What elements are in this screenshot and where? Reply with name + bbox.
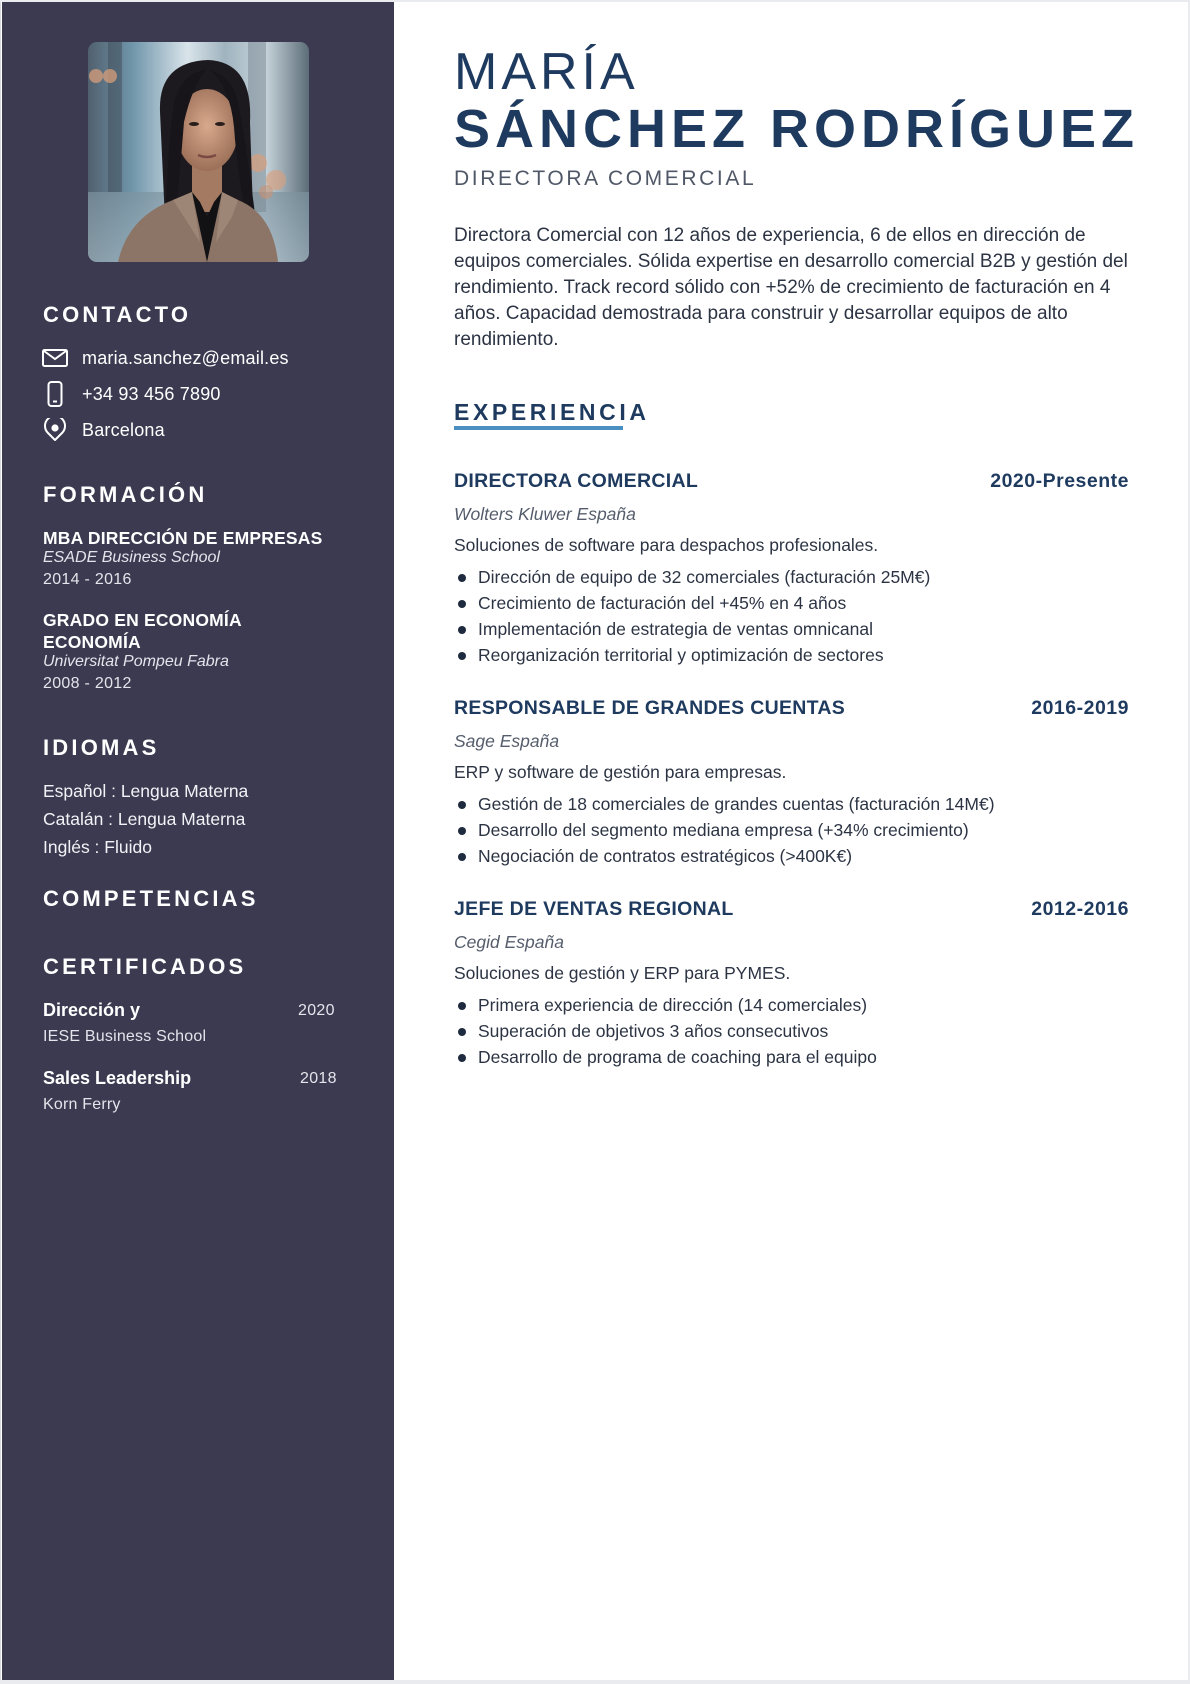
job-dates: 2012-2016 — [1031, 898, 1129, 920]
experience-item — [454, 898, 1129, 1070]
job-title: DIRECTORA COMERCIAL — [454, 470, 699, 492]
profile-photo — [88, 42, 309, 262]
job-dates: 2016-2019 — [1031, 697, 1129, 719]
resume-page — [0, 2, 1188, 1680]
achievement-text: Desarrollo del segmento mediana empresa (+34% crecimiento) — [478, 820, 969, 840]
bullet-icon — [458, 652, 466, 660]
job-achievements — [454, 564, 1129, 668]
contact-email[interactable] — [42, 345, 289, 371]
bullet-icon — [458, 801, 466, 809]
education-title: MBA DIRECCIÓN DE EMPRESAS — [43, 528, 323, 548]
education-title: GRADO EN ECONOMÍA — [43, 610, 242, 630]
job-company: Wolters Kluwer España — [454, 504, 636, 524]
achievement-item — [454, 1044, 1129, 1070]
achievement-text: Primera experiencia de dirección (14 comerciales) — [478, 995, 868, 1015]
achievement-item — [454, 564, 1129, 590]
phone-text[interactable]: +34 93 456 7890 — [82, 383, 221, 404]
language-item: Inglés : Fluido — [43, 837, 152, 857]
bullet-icon — [458, 827, 466, 835]
language-item: Español : Lengua Materna — [43, 781, 249, 801]
certificate-org: Korn Ferry — [43, 1096, 121, 1113]
achievement-text: Gestión de 18 comerciales de grandes cuentas (facturación 14M€) — [478, 794, 995, 814]
contact-phone[interactable] — [42, 381, 221, 407]
bullet-icon — [458, 853, 466, 861]
last-name: SÁNCHEZ RODRÍGUEZ — [454, 99, 1140, 159]
achievement-item — [454, 590, 1129, 616]
achievement-item — [454, 843, 1129, 869]
job-description: ERP y software de gestión para empresas. — [454, 762, 787, 782]
bullet-icon — [458, 1054, 466, 1062]
certificate-year: 2018 — [300, 1070, 337, 1087]
first-name: MARÍA — [454, 43, 639, 101]
achievement-text: Negociación de contratos estratégicos (>400K€) — [478, 846, 853, 866]
job-description: Soluciones de gestión y ERP para PYMES. — [454, 963, 791, 983]
phone-icon — [42, 381, 68, 407]
achievement-text: Implementación de estrategia de ventas omnicanal — [478, 619, 873, 639]
achievement-text: Dirección de equipo de 32 comerciales (facturación 25M€) — [478, 567, 931, 587]
achievement-text: Desarrollo de programa de coaching para el equipo — [478, 1047, 877, 1067]
certificate-name: Sales Leadership — [43, 1068, 192, 1088]
contact-location — [42, 417, 165, 443]
certificate-org: IESE Business School — [43, 1028, 207, 1045]
bullet-icon — [458, 1002, 466, 1010]
job-role-title: DIRECTORA COMERCIAL — [454, 167, 757, 190]
email-text[interactable]: maria.sanchez@email.es — [82, 347, 289, 368]
contact-heading: CONTACTO — [43, 302, 192, 327]
bullet-icon — [458, 574, 466, 582]
experience-heading: EXPERIENCIA — [454, 399, 650, 425]
profile-summary: Directora Comercial con 12 años de experiencia, 6 de ellos en dirección de equipos comerciales. Sólida expertise en desarrollo comercial B2B y gestión del rendimiento. Track record sólido con +52% de crecimiento de facturación en 4 años. Capacidad demostrada para construir y desarrollar equipos de alto rendimiento. — [454, 225, 1128, 350]
job-achievements — [454, 992, 1129, 1070]
section-underline — [454, 426, 623, 430]
location-text: Barcelona — [82, 419, 165, 440]
achievement-text: Crecimiento de facturación del +45% en 4 años — [478, 593, 847, 613]
job-company: Cegid España — [454, 932, 564, 952]
job-description: Soluciones de software para despachos profesionales. — [454, 535, 879, 555]
portrait-image — [88, 42, 309, 262]
achievement-item — [454, 1018, 1129, 1044]
job-achievements — [454, 791, 1129, 869]
education-years: 2014 - 2016 — [43, 571, 132, 588]
education-heading: FORMACIÓN — [43, 482, 208, 507]
achievement-item — [454, 791, 1129, 817]
mail-icon — [42, 345, 68, 371]
achievement-item — [454, 992, 1129, 1018]
education-school: Universitat Pompeu Fabra — [43, 653, 229, 670]
language-item: Catalán : Lengua Materna — [43, 809, 246, 829]
skills-heading: COMPETENCIAS — [43, 886, 259, 911]
job-dates: 2020-Presente — [990, 470, 1129, 492]
bullet-icon — [458, 600, 466, 608]
achievement-item — [454, 817, 1129, 843]
education-school: ESADE Business School — [43, 549, 220, 566]
location-icon — [42, 417, 68, 443]
languages-heading: IDIOMAS — [43, 735, 160, 760]
achievement-text: Reorganización territorial y optimización de sectores — [478, 645, 884, 665]
experience-item — [454, 470, 1129, 668]
certificate-name: Dirección y — [43, 1000, 141, 1020]
job-title: JEFE DE VENTAS REGIONAL — [454, 898, 734, 920]
achievement-text: Superación de objetivos 3 años consecutivos — [478, 1021, 829, 1041]
job-title: RESPONSABLE DE GRANDES CUENTAS — [454, 697, 846, 719]
achievement-item — [454, 616, 1129, 642]
education-title-continued: ECONOMÍA — [43, 632, 141, 652]
certificates-heading: CERTIFICADOS — [43, 954, 247, 979]
education-years: 2008 - 2012 — [43, 675, 132, 692]
certificate-year: 2020 — [298, 1002, 335, 1019]
achievement-item — [454, 642, 1129, 668]
experience-item — [454, 697, 1129, 869]
job-company: Sage España — [454, 731, 560, 751]
sidebar — [2, 2, 394, 1680]
bullet-icon — [458, 1028, 466, 1036]
bullet-icon — [458, 626, 466, 634]
